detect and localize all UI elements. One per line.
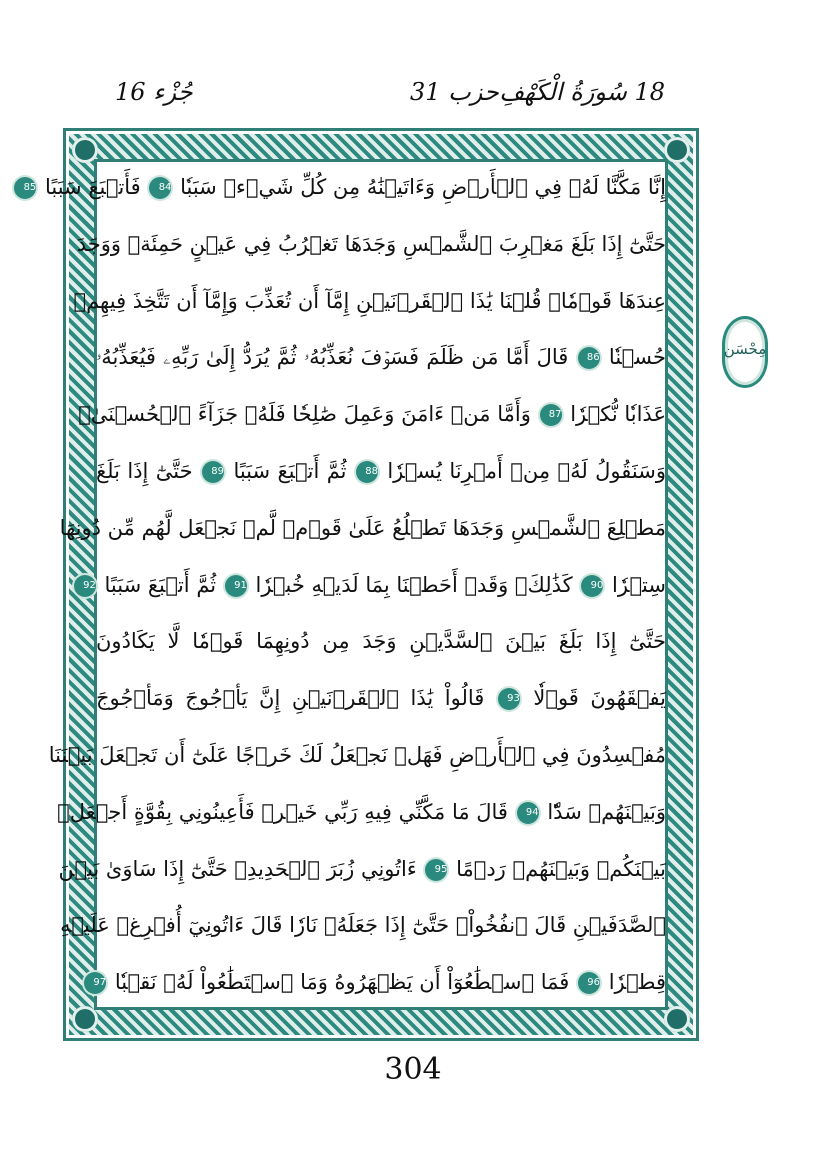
verse-text: حَتَّىٰٓ إِذَا بَلَغَ مَغۡرِبَ ٱلشَّمۡسِ وَجَدَهَا تَغۡرُبُ فِي عَيۡنٍ حَمِئَةٖ وَوَجَدَ (76, 231, 666, 256)
verse-text: وَأَمَّا مَنۡ ءَامَنَ وَعَمِلَ صَٰلِحٗا فَلَهُۥ جَزَآءً ٱلۡحُسۡنَىٰۖ (78, 402, 531, 427)
verse-number-marker: 88 (356, 461, 378, 483)
page-number: 304 (384, 1052, 442, 1087)
verse-line (96, 670, 666, 727)
verse-text: بَيۡنَكُمۡ وَبَيۡنَهُمۡ رَدۡمًا (456, 856, 666, 881)
verse-number-marker: 96 (578, 972, 600, 994)
verse-text: قَالَ مَا مَكَّنِّي فِيهِ رَبِّي خَيۡرٞ فَأَعِينُونِي بِقُوَّةٍ أَجۡعَلۡ (57, 799, 508, 824)
verse-text: وَسَنَقُولُ لَهُۥ مِنۡ أَمۡرِنَا يُسۡرٗا (387, 458, 666, 483)
verse-line (57, 784, 666, 841)
verse-text: مَطۡلِعَ ٱلشَّمۡسِ وَجَدَهَا تَطۡلُعُ عَلَىٰ قَوۡمٖ لَّمۡ نَجۡعَل لَّهُم مِّن دُونِهَا (59, 515, 666, 540)
verse-number-marker: 85 (14, 177, 36, 199)
verse-text: عَذَابٗا نُّكۡرٗا (570, 402, 666, 427)
verse-text: كَذَٰلِكَۖ وَقَدۡ أَحَطۡنَا بِمَا لَدَيۡهِ خُبۡرٗا (255, 572, 573, 597)
verse-line (73, 273, 666, 330)
verse-text: عِندَهَا قَوۡمٗاۗ قُلۡنَا يَٰذَا ٱلۡقَرۡنَيۡنِ إِمَّآ أَن تُعَذِّبَ وَإِمَّآ أَن تَتَّخِذَ فِيهِمۡ (73, 288, 666, 313)
verse-line (60, 897, 666, 954)
verse-line (48, 727, 666, 784)
verse-text: قَالُواْ يَٰذَا ٱلۡقَرۡنَيۡنِ إِنَّ يَأۡجُوجَ وَمَأۡجُوجَ (96, 686, 485, 711)
verse-number-marker: 97 (84, 972, 106, 994)
verse-text-block (23, 159, 666, 1010)
verse-line (23, 159, 666, 216)
verse-number-marker: 92 (74, 575, 96, 597)
verse-text: مُفۡسِدُونَ فِي ٱلۡأَرۡضِ فَهَلۡ نَجۡعَلُ لَكَ خَرۡجًا عَلَىٰٓ أَن تَجۡعَلَ بَيۡنَنَا (48, 742, 666, 767)
verse-line (93, 954, 666, 1011)
verse-text: فَأَتۡبَعَ سَبَبًا (44, 175, 141, 199)
verse-number-marker: 91 (225, 575, 247, 597)
verse-text: ءَاتُونِي زُبَرَ ٱلۡحَدِيدِۖ حَتَّىٰٓ إِذَا سَاوَىٰ بَيۡنَ (58, 856, 417, 881)
verse-text: وَبَيۡنَهُمۡ سَدّٗا (547, 799, 666, 824)
verse-number-marker: 89 (202, 461, 224, 483)
verse-text: سِتۡرٗا (612, 572, 666, 597)
verse-text: فَمَا ٱسۡطَٰعُوٓاْ أَن يَظۡهَرُوهُ وَمَا ٱسۡتَطَٰعُواْ لَهُۥ نَقۡبٗا (114, 970, 570, 995)
page-header (95, 78, 665, 118)
sajda-marker-label: مِحْسَن (723, 340, 767, 358)
verse-number-marker: 86 (578, 347, 600, 369)
surah-title: 18 سُورَةُ الْكَهْفِ (499, 78, 665, 106)
verse-number-marker: 94 (517, 802, 539, 824)
verse-text: يَفۡقَهُونَ قَوۡلٗا (533, 686, 666, 711)
verse-text: إِنَّا مَكَّنَّا لَهُۥ فِي ٱلۡأَرۡضِ وَءَاتَيۡنَٰهُ مِن كُلِّ شَيۡءٖ سَبَبٗا (180, 175, 666, 199)
verse-line (96, 443, 666, 500)
juz-label: جُزْء 16 (115, 78, 193, 106)
verse-text: حُسۡنٗا (608, 345, 666, 370)
verse-number-marker: 93 (498, 688, 520, 710)
verse-line (83, 557, 666, 614)
verse-line (96, 613, 666, 670)
verse-number-marker: 90 (581, 575, 603, 597)
verse-line (78, 386, 666, 443)
verse-text: ثُمَّ أَتۡبَعَ سَبَبًا (233, 458, 347, 483)
verse-number-marker: 84 (149, 177, 171, 199)
hizb-label: حزب 31 (410, 78, 499, 106)
verse-text: قِطۡرٗا (608, 970, 666, 995)
decorative-page-frame (23, 128, 699, 1041)
verse-line (76, 216, 666, 273)
verse-number-marker: 95 (425, 859, 447, 881)
verse-line (96, 329, 666, 386)
verse-line (58, 841, 666, 898)
verse-text: ثُمَّ أَتۡبَعَ سَبَبًا (104, 572, 217, 597)
verse-text: قَالَ أَمَّا مَن ظَلَمَ فَسَوۡفَ نُعَذِّبُهُۥ ثُمَّ يُرَدُّ إِلَىٰ رَبِّهِۦ فَيُعَذِّبُهُۥ (96, 345, 569, 370)
verse-text: حَتَّىٰٓ إِذَا بَلَغَ (96, 458, 193, 483)
verse-text: حَتَّىٰٓ إِذَا بَلَغَ بَيۡنَ ٱلسَّدَّيۡنِ وَجَدَ مِن دُونِهِمَا قَوۡمٗا لَّا يَكَادُونَ (96, 629, 666, 654)
verse-line (59, 500, 666, 557)
verse-number-marker: 87 (540, 404, 562, 426)
sajda-marker (722, 316, 768, 388)
verse-text: ٱلصَّدَفَيۡنِ قَالَ ٱنفُخُواْۖ حَتَّىٰٓ إِذَا جَعَلَهُۥ نَارٗا قَالَ ءَاتُونِيٓ أُفۡرِغۡ عَلَيۡهِ (60, 913, 666, 938)
